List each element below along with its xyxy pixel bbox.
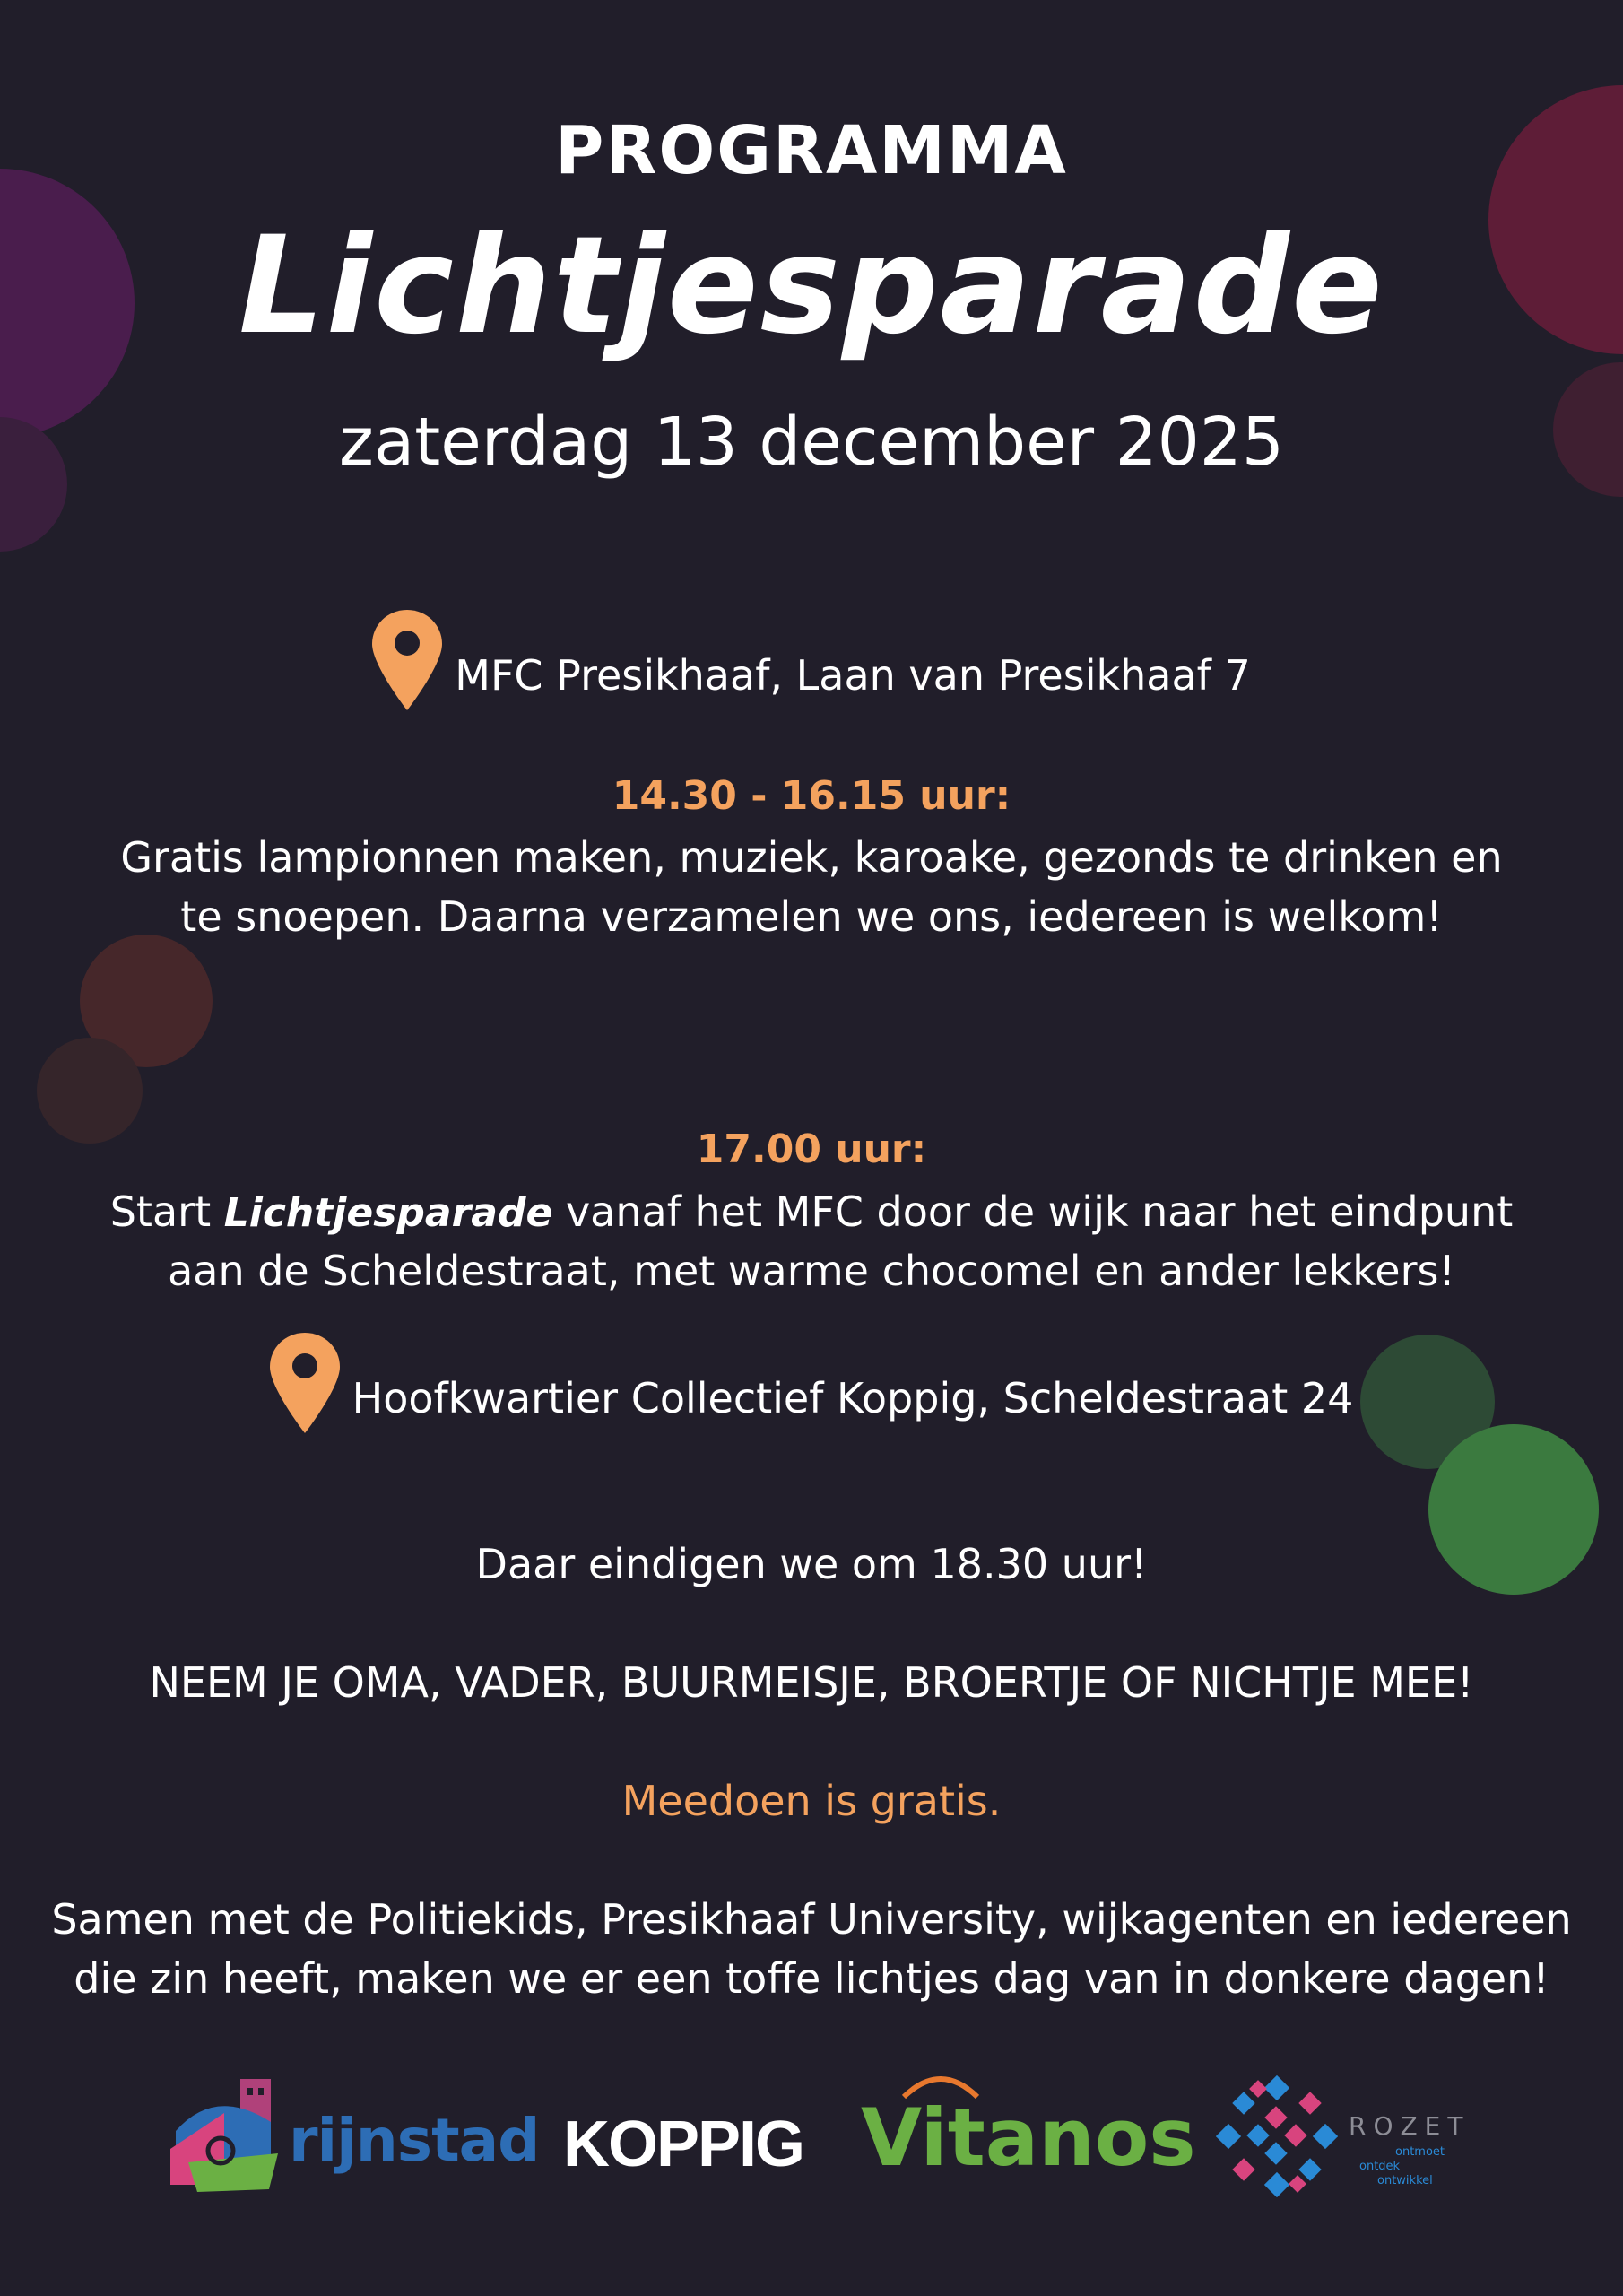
map-pin-icon xyxy=(372,610,442,710)
time-slot-2: 17.00 uur: xyxy=(696,1126,927,1172)
vitanos-wordmark: Vitanos xyxy=(861,2092,1196,2184)
block2-line-1 xyxy=(0,1182,1623,1243)
event-date: zaterdag 13 december 2025 xyxy=(339,404,1284,481)
closing-line-2: die zin heeft, maken we er een toffe lichtjes dag van in donkere dagen! xyxy=(74,1954,1549,2003)
map-pin-icon xyxy=(270,1333,340,1433)
block1-line-1: Gratis lampionnen maken, muziek, karoake, gezonds te drinken en xyxy=(120,833,1503,882)
rozet-tagline-3: ontwikkel xyxy=(1377,2174,1433,2187)
location-end xyxy=(0,1333,1623,1433)
location-start xyxy=(0,610,1623,710)
closing-line-1: Samen met de Politiekids, Presikhaaf University, wijkagenten en iedereen xyxy=(51,1895,1572,1944)
event-title: Lichtjesparade xyxy=(239,208,1384,364)
rozet-tagline-2: ontdek xyxy=(1359,2160,1401,2173)
block2-line-1-suffix: vanaf het MFC door de wijk naar het eindpunt xyxy=(552,1187,1514,1236)
call-to-action: NEEM JE OMA, VADER, BUURMEISJE, BROERTJE OF NICHTJE MEE! xyxy=(149,1658,1474,1707)
program-kicker: PROGRAMMA xyxy=(555,112,1068,189)
rozet-tagline-1: ontmoet xyxy=(1395,2145,1445,2159)
inline-brand-title: Lichtjesparade xyxy=(223,1190,553,1236)
block1-line-2: te snoepen. Daarna verzamelen we ons, iedereen is welkom! xyxy=(180,892,1443,941)
time-slot-1: 14.30 - 16.15 uur: xyxy=(612,773,1011,819)
block2-line-1-prefix: Start xyxy=(109,1187,224,1236)
rozet-rosette-icon xyxy=(1216,2075,1338,2197)
block2-line-2: aan de Scheldestraat, met warme chocomel en ander lekkers! xyxy=(168,1247,1455,1295)
rozet-wordmark: ROZET xyxy=(1349,2111,1471,2141)
location-start-text: MFC Presikhaaf, Laan van Presikhaaf 7 xyxy=(455,651,1251,700)
end-time-note: Daar eindigen we om 18.30 uur! xyxy=(475,1540,1148,1588)
free-note: Meedoen is gratis. xyxy=(621,1777,1002,1825)
location-end-text: Hoofkwartier Collectief Koppig, Scheldestraat 24 xyxy=(352,1374,1354,1422)
rijnstad-house-icon xyxy=(170,2077,283,2194)
sponsor-logos xyxy=(0,2072,1623,2206)
koppig-wordmark: KOPPIG xyxy=(563,2109,804,2180)
rijnstad-wordmark: rijnstad xyxy=(289,2106,540,2175)
